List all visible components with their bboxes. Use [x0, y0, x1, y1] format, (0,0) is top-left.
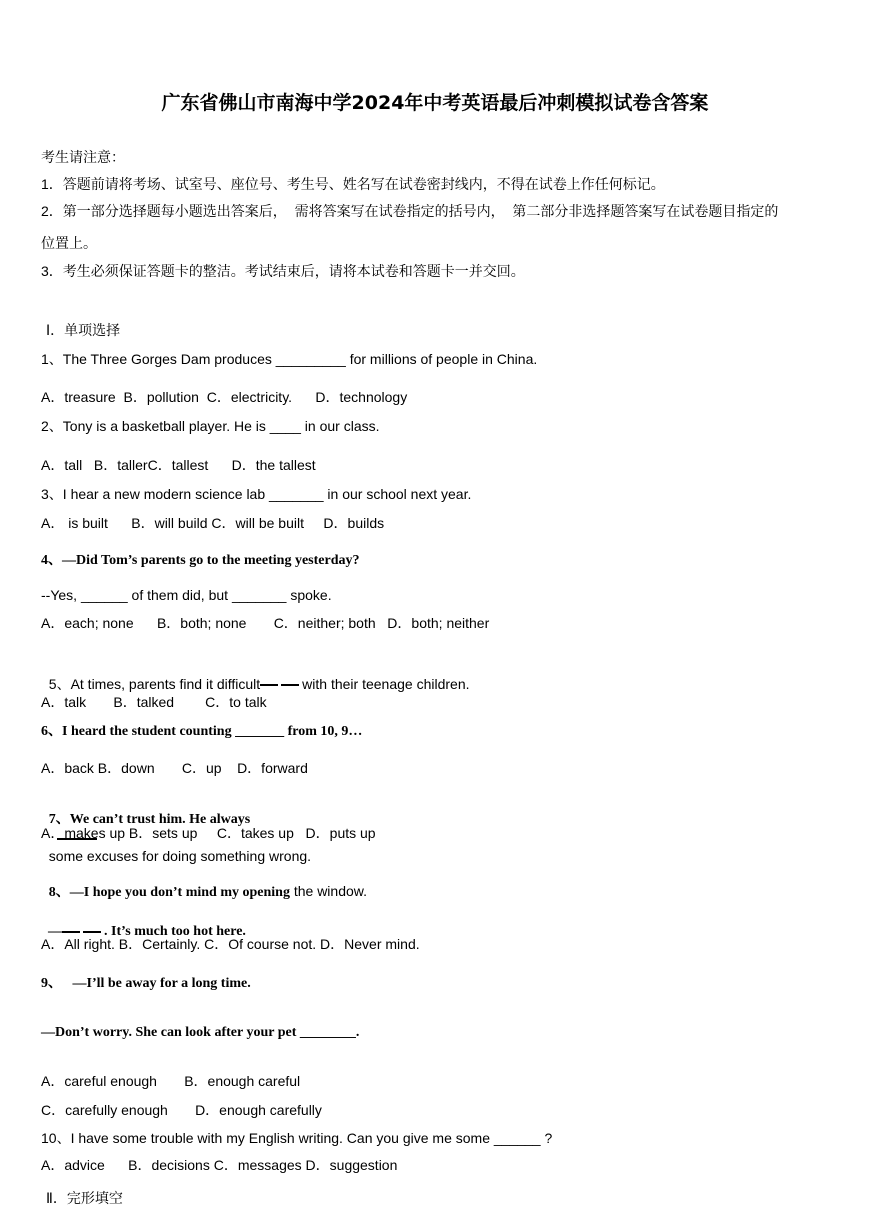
q7-stem-part-b: some excuses for doing something wrong. — [48, 848, 312, 864]
q9-options-1: A．careful enough B．enough careful — [41, 1073, 301, 1089]
q7-stem-part-a: 7、We can’t trust him. He always — [48, 812, 251, 827]
q10-stem: 10、I have some trouble with my English writing. Can you give me some ______ ? — [41, 1130, 553, 1146]
page-title: 广东省佛山市南海中学2024年中考英语最后冲刺模拟试卷含答案 — [161, 92, 709, 114]
q6-stem: 6、I heard the student counting _______ from 10, 9… — [41, 724, 363, 739]
q8-answer-lead: — — [48, 924, 62, 939]
q3-options: A． is built B．will build C．will be built D．builds — [41, 515, 385, 531]
blank-line — [260, 684, 278, 686]
q8-stem-part-a: 8、—I hope you don’t mind my opening — [48, 885, 290, 900]
notice-item-2-cont: 位置上。 — [41, 235, 97, 251]
q2-options: A．tall B．tallerC．tallest D．the tallest — [41, 457, 316, 473]
q10-options: A．advice B．decisions C．messages D．suggestion — [41, 1157, 398, 1173]
section-heading-1: Ⅰ．单项选择 — [46, 322, 121, 338]
notice-heading: 考生请注意： — [41, 149, 125, 165]
q1-options: A．treasure B．pollution C．electricity. D．technology — [41, 389, 408, 405]
section-heading-2: Ⅱ．完形填空 — [46, 1190, 123, 1206]
blank-line — [281, 684, 299, 686]
q9-answer: —Don’t worry. She can look after your pet ________. — [41, 1025, 360, 1040]
blank-line — [62, 931, 80, 933]
notice-item-1: 1．答题前请将考场、试室号、座位号、考生号、姓名写在试卷密封线内，不得在试卷上作任何标记。 — [41, 176, 665, 192]
q5-stem-part-a: 5、At times, parents find it difficult — [48, 676, 261, 692]
q8-answer-text: . It’s much too hot here. — [104, 924, 246, 939]
q5-options: A．talk B．talked C．to talk — [41, 694, 267, 710]
q4-stem: 4、—Did Tom’s parents go to the meeting yesterday? — [41, 553, 360, 568]
notice-item-2: 2．第一部分选择题每小题选出答案后， 需将答案写在试卷指定的括号内， 第二部分非选择题答案写在试卷题目指定的 — [41, 203, 779, 219]
q9-options-2: C．carefully enough D．enough carefully — [41, 1102, 322, 1118]
q9-stem: 9、 —I’ll be away for a long time. — [41, 976, 251, 991]
notice-item-3: 3．考生必须保证答题卡的整洁。考试结束后，请将本试卷和答题卡一并交回。 — [41, 263, 525, 279]
q8-options: A．All right. B．Certainly. C．Of course not. D．Never mind. — [41, 936, 420, 952]
q1-stem: 1、The Three Gorges Dam produces _________ for millions of people in China. — [41, 351, 538, 367]
blank-line — [83, 931, 101, 933]
q6-options: A．back B．down C．up D．forward — [41, 760, 308, 776]
q3-stem: 3、I hear a new modern science lab _______ in our school next year. — [41, 486, 472, 502]
q5-stem-part-b: with their teenage children. — [302, 676, 470, 692]
q5-stem — [41, 657, 470, 693]
q8-stem — [41, 864, 367, 902]
q4-answer: --Yes, ______ of them did, but _______ spoke. — [41, 587, 332, 603]
q7-options: A．makes up B．sets up C．takes up D．puts up — [41, 825, 376, 841]
q2-stem: 2、Tony is a basketball player. He is ____ in our class. — [41, 418, 380, 434]
q4-options: A．each; none B．both; none C．neither; both D．both; neither — [41, 615, 490, 631]
q8-stem-part-b: the window. — [289, 883, 368, 899]
